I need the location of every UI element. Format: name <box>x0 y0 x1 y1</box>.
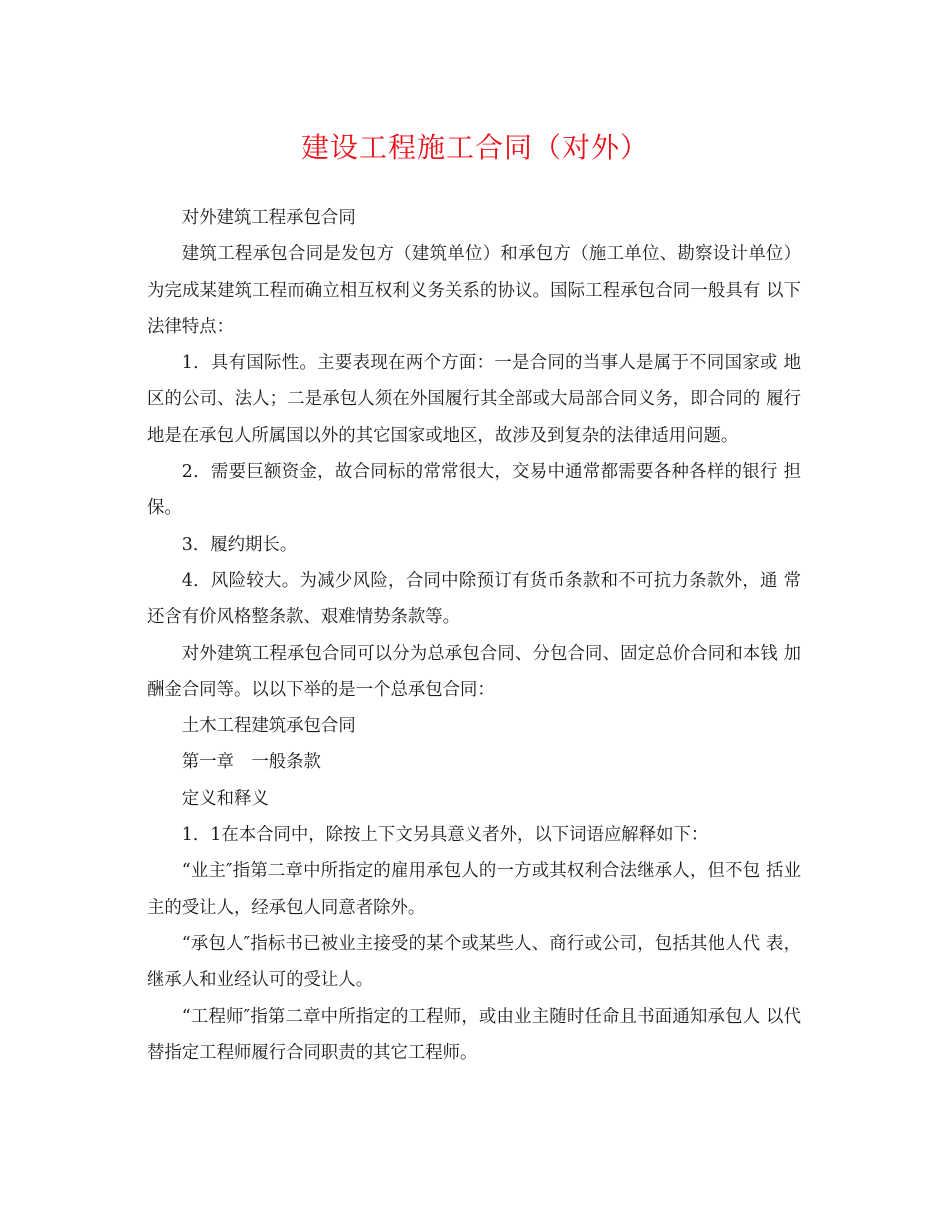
paragraph-list-item: 4．风险较大。为减少风险，合同中除预订有货币条款和不可抗力条款外，通 常还含有价风格整条款、艰难情势条款等。 <box>147 570 801 628</box>
chapter-heading: 第一章 一般条款 <box>181 752 321 773</box>
paragraph-list-item: 2．需要巨额资金，故合同标的常常很大，交易中通常都需要各种各样的银行 担保。 <box>147 462 801 519</box>
document-title: 建设工程施工合同（对外） <box>300 131 649 164</box>
paragraph: 建筑工程承包合同是发包方（建筑单位）和承包方（施工单位、勘察设计单位） 为完成某建筑工程而确立相互权利义务关系的协议。国际工程承包合同一般具有 以下法律特点： <box>147 244 801 337</box>
document-body <box>147 200 801 1071</box>
paragraph-list-item: 3．履约期长。 <box>181 534 298 555</box>
paragraph-list-item: 1．具有国际性。主要表现在两个方面：一是合同的当事人是属于不同国家或 地区的公司、法人；二是承包人须在外国履行其全部或大局部合同义务，即合同的 履行地是在承包人所属国以外的其它国家或地区，故涉及到复杂的法律适用问题。 <box>147 353 801 446</box>
definition: “业主″指第二章中所指定的雇用承包人的一方或其权利合法继承人，但不包 括业主的受让人，经承包人同意者除外。 <box>147 861 801 918</box>
paragraph: 对外建筑工程承包合同可以分为总承包合同、分包合同、固定总价合同和本钱 加酬金合同等。以以下举的是一个总承包合同： <box>147 643 801 700</box>
paragraph-heading: 对外建筑工程承包合同 <box>181 208 356 228</box>
section-heading: 定义和释义 <box>181 788 269 809</box>
clause: 1．1在本合同中，除按上下文另具意义者外，以下词语应解释如下： <box>181 825 709 846</box>
definition: “承包人″指标书已被业主接受的某个或某些人、商行或公司，包括其他人代 表，继承人和业经认可的受让人。 <box>147 933 801 991</box>
definition: “工程师″指第二章中所指定的工程师，或由业主随时任命且书面通知承包人 以代替指定工程师履行合同职责的其它工程师。 <box>147 1006 801 1063</box>
paragraph-heading: 土木工程建筑承包合同 <box>181 716 356 737</box>
